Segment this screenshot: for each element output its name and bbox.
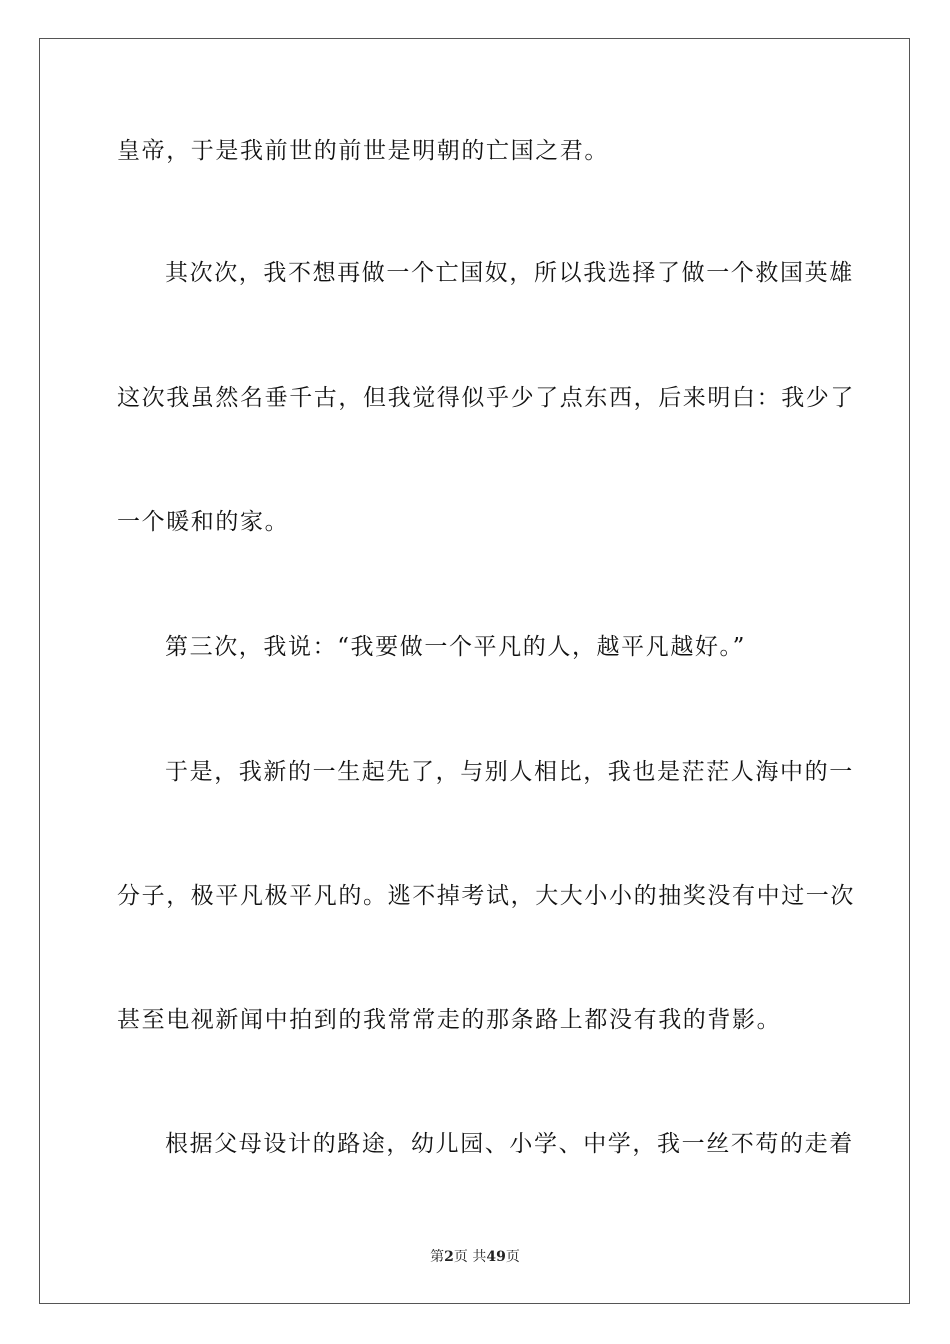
text-line-2: 其次次，我不想再做一个亡国奴，所以我选择了做一个救国英雄 bbox=[165, 260, 854, 286]
text-line-4: 一个暖和的家。 bbox=[117, 509, 290, 535]
page-footer bbox=[0, 1248, 950, 1266]
footer-suffix: 页 bbox=[505, 1249, 520, 1265]
text-line-6: 于是，我新的一生起先了，与别人相比，我也是茫茫人海中的一 bbox=[165, 759, 854, 785]
footer-mid: 页 共 bbox=[453, 1249, 487, 1265]
footer-page-number: 2 bbox=[444, 1249, 454, 1265]
text-line-3: 这次我虽然名垂千古，但我觉得似乎少了点东西，后来明白：我少了 bbox=[117, 385, 855, 411]
footer-prefix: 第 bbox=[430, 1249, 445, 1265]
text-line-8: 甚至电视新闻中拍到的我常常走的那条路上都没有我的背影。 bbox=[117, 1007, 782, 1033]
text-line-5: 第三次，我说：“我要做一个平凡的人，越平凡越好。” bbox=[165, 634, 747, 660]
page-border bbox=[39, 38, 910, 1304]
text-line-7: 分子，极平凡极平凡的。逃不掉考试，大大小小的抽奖没有中过一次 bbox=[117, 883, 855, 909]
text-line-1: 皇帝，于是我前世的前世是明朝的亡国之君。 bbox=[117, 138, 609, 164]
text-line-9: 根据父母设计的路途，幼儿园、小学、中学，我一丝不苟的走着 bbox=[165, 1131, 854, 1157]
footer-total-pages: 49 bbox=[486, 1249, 506, 1265]
